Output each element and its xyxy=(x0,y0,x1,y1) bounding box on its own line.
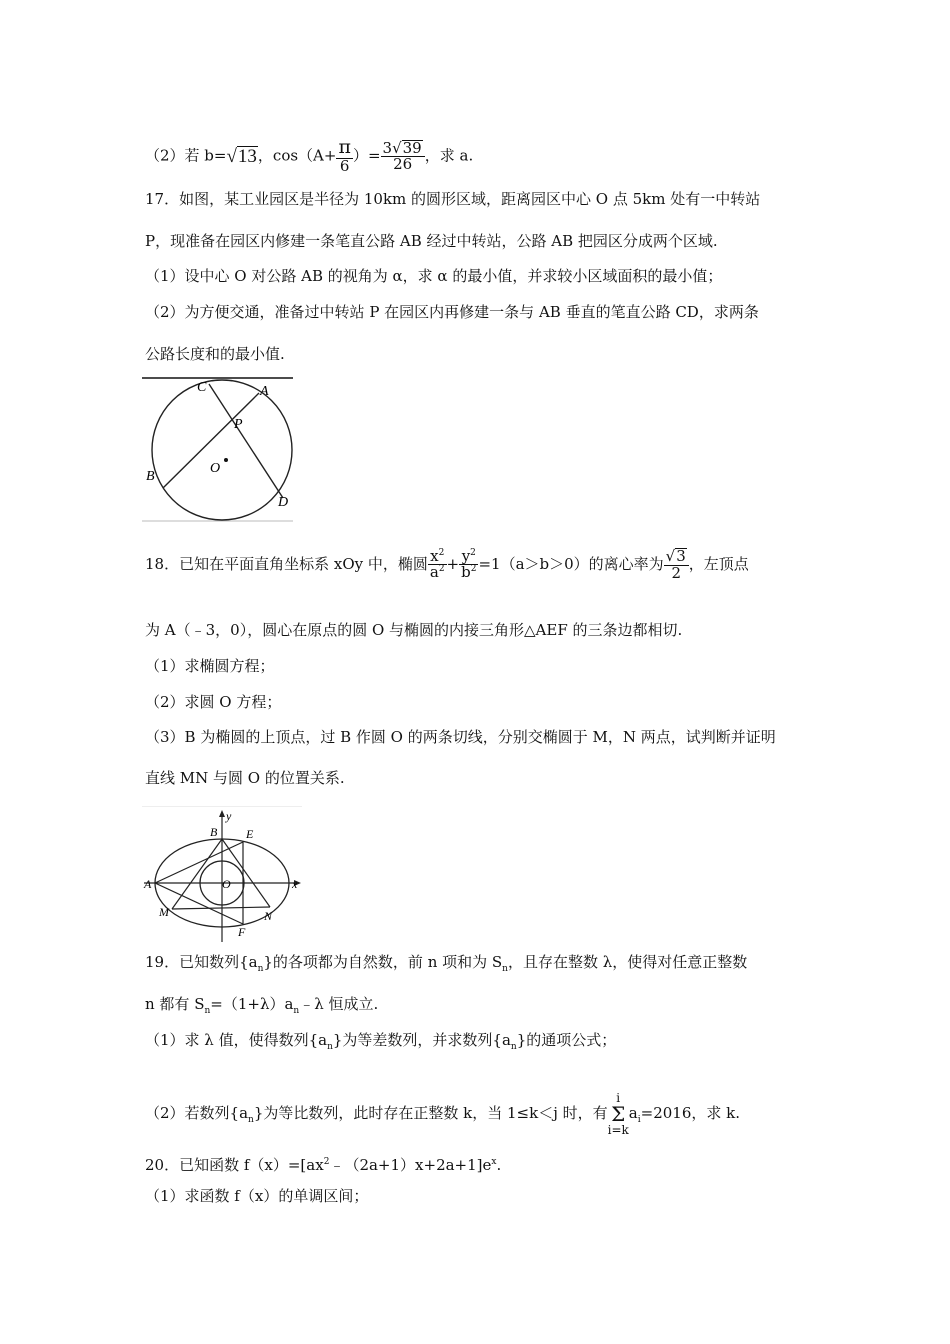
q16-prefix: （2）若 b= xyxy=(145,146,227,165)
q19-l3b: }为等差数列，并求数列{a xyxy=(332,1031,511,1049)
exp-2: 2 xyxy=(438,564,445,575)
q20-line1 xyxy=(145,1152,501,1175)
q17-line4: （2）为方便交通，准备过中转站 P 在园区内再修建一条与 AB 垂直的笔直公路 CD，求两条 xyxy=(145,303,759,321)
label-M: M xyxy=(159,905,169,919)
e-num: 3 xyxy=(676,547,686,565)
q18-line2: 为 A（﹣3，0），圆心在原点的圆 O 与椭圆的内接三角形△AEF 的三条边都相切. xyxy=(145,621,683,639)
sum-top: i xyxy=(616,1091,621,1105)
sub-n: n xyxy=(257,964,264,974)
q19-l3c: }的通项公式； xyxy=(516,1031,617,1049)
cos-num-sqrt: 39 xyxy=(402,138,422,157)
q19-line1 xyxy=(145,952,747,979)
e-den: 2 xyxy=(671,563,681,582)
q19-l1c: ，且存在整数 λ，使得对任意正整数 xyxy=(507,953,748,971)
y2-over-b2 xyxy=(459,546,478,582)
q18-prefix: 18．已知在平面直角坐标系 xOy 中，椭圆 xyxy=(145,554,428,573)
label-E: E xyxy=(246,827,254,841)
exp-2: 2 xyxy=(470,564,477,575)
q19-l1b: }的各项都为自然数，前 n 项和为 S xyxy=(263,953,503,971)
q17-line5: 公路长度和的最小值. xyxy=(145,345,285,363)
q18-mid: =1（a＞b＞0）的离心率为 xyxy=(478,554,664,573)
label-O: O xyxy=(222,877,231,891)
label-x: x xyxy=(292,877,298,891)
label-N: N xyxy=(264,909,273,923)
x2-over-a2 xyxy=(428,546,447,582)
q20-l1b: ﹣（2a+1）x+2a+1]e xyxy=(329,1156,492,1174)
label-P: P xyxy=(234,417,243,432)
exp-2: 2 xyxy=(470,547,476,558)
sqrt-13-value: 13 xyxy=(237,145,257,167)
sub-n: n xyxy=(510,1042,517,1052)
a-var: a xyxy=(429,563,439,582)
q18-line1: 18．已知在平面直角坐标系 xOy 中，椭圆 $\frac{x^2}{a^2}$ + $\frac{y^2}{b^2}$ =1（a＞b＞0）的离心率为 $\frac{√3}{2}$ ，左顶点 xyxy=(145,546,749,582)
q19-l2c: ﹣λ 恒成立. xyxy=(299,995,379,1013)
sub-n: n xyxy=(293,1006,300,1016)
q19-l4b: }为等比数列，此时存在正整数 k，当 1≤k＜j 时，有 xyxy=(253,1104,608,1122)
sub-n: n xyxy=(204,1006,211,1016)
q19-l3a: （1）求 λ 值，使得数列{a xyxy=(145,1031,328,1049)
label-B: B xyxy=(146,469,155,484)
b-var: b xyxy=(461,563,471,582)
sum-sub: i xyxy=(637,1115,641,1125)
cos-value-fraction: $\frac{3√39}{26}$ xyxy=(381,140,425,174)
label-B: B xyxy=(210,825,218,839)
summation xyxy=(608,1092,629,1136)
sum-term: a xyxy=(628,1104,638,1122)
label-F: F xyxy=(238,925,246,939)
sub-n: n xyxy=(502,964,508,974)
q20-l1a: 20．已知函数 f（x）=[ax xyxy=(145,1156,324,1174)
q20-line2: （1）求函数 f（x）的单调区间； xyxy=(145,1187,369,1205)
pi-over-6 xyxy=(336,138,353,175)
sqrt3-over-2: $\frac{√3}{2}$ xyxy=(664,548,689,582)
sum-bottom: i=k xyxy=(607,1123,629,1137)
label-A: A xyxy=(144,877,152,891)
sup-2: 2 xyxy=(323,1157,330,1167)
label-C: C xyxy=(197,380,207,395)
q17-line3: （1）设中心 O 对公路 AB 的视角为 α，求 α 的最小值，并求较小区域面积的最小值； xyxy=(145,267,723,285)
q18-line4: （2）求圆 O 方程； xyxy=(145,693,282,711)
q18-line5: （3）B 为椭圆的上顶点，过 B 作圆 O 的两条切线，分别交椭圆于 M，N 两点，试判断并证明 xyxy=(145,728,776,746)
q19-l2b: =（1+λ）a xyxy=(210,995,294,1013)
q19-line3 xyxy=(145,1030,616,1057)
sup-x: x xyxy=(491,1157,497,1167)
cos-den: 26 xyxy=(393,155,413,174)
sum-symbol: Σ xyxy=(611,1102,626,1126)
q16-eq: ）= xyxy=(352,146,381,165)
q18-suffix: ，左顶点 xyxy=(688,554,749,573)
cos-num-coef: 3 xyxy=(382,138,393,157)
q18-line3: （1）求椭圆方程； xyxy=(145,657,275,675)
exp-2: 2 xyxy=(438,547,445,558)
q16-cos: ，cos（A+ xyxy=(257,146,337,165)
q18-ellipse-figure xyxy=(142,806,307,944)
q18-line6: 直线 MN 与圆 O 的位置关系. xyxy=(145,769,345,787)
q17-line2: P，现准备在园区内修建一条笔直公路 AB 经过中转站，公路 AB 把园区分成两个区域. xyxy=(145,232,718,250)
sqrt-13: √13 xyxy=(226,145,257,167)
label-y: y xyxy=(226,809,232,823)
y-var: y xyxy=(461,546,471,565)
q19-line2 xyxy=(145,994,378,1021)
x-var: x xyxy=(430,546,439,565)
q17-line1: 17．如图，某工业园区是半径为 10km 的圆形区域，距离园区中心 O 点 5km 处有一中转站 xyxy=(145,190,761,208)
q16-part2 xyxy=(145,138,473,175)
sub-n: n xyxy=(248,1115,254,1125)
q17-circle-figure xyxy=(142,374,297,524)
q16-suffix: ，求 a. xyxy=(424,146,474,165)
label-D: D xyxy=(278,495,289,510)
label-A: A xyxy=(260,384,269,399)
q19-l1a: 19．已知数列{a xyxy=(145,953,258,971)
sub-n: n xyxy=(327,1042,333,1052)
q19-l4a: （2）若数列{a xyxy=(145,1104,249,1122)
q19-line4 xyxy=(145,1092,740,1136)
q20-l1c: . xyxy=(496,1156,502,1174)
pi-symbol: π xyxy=(338,136,351,158)
q19-l2a: n 都有 S xyxy=(145,995,205,1013)
six: 6 xyxy=(339,156,350,175)
label-O: O xyxy=(210,461,221,476)
q19-l4c: =2016，求 k. xyxy=(640,1104,741,1122)
